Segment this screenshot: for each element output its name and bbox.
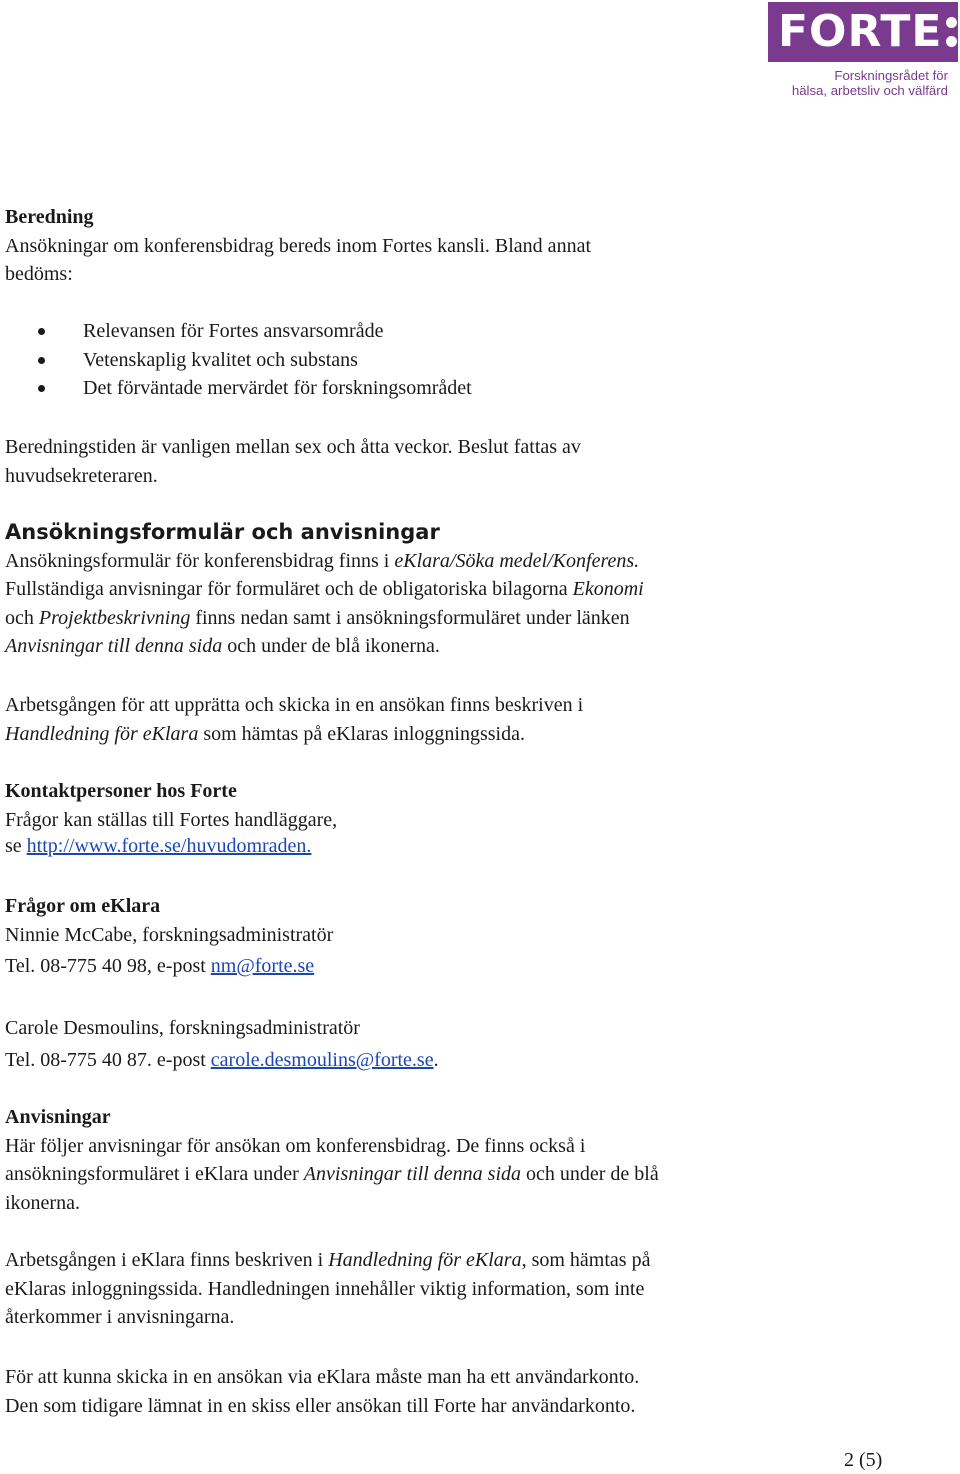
section-heading-formular: Ansökningsformulär och anvisningar <box>5 520 440 544</box>
formular-text: Ansökningsformulär för konferensbidrag finns i <box>5 549 395 572</box>
logo-colon-icon <box>946 17 957 47</box>
contact-tel-line <box>5 1046 439 1075</box>
list-item: Det förväntade mervärdet för forskningsområdet <box>5 374 472 403</box>
anvisningar-line1: Här följer anvisningar för ansökan om konferensbidrag. De finns också i <box>5 1134 586 1157</box>
handledning-term: Handledning för eKlara <box>328 1249 522 1271</box>
formular-workflow <box>5 691 583 748</box>
section-anvisningar <box>5 1103 659 1217</box>
section-heading-kontakt: Kontaktpersoner hos Forte <box>5 780 237 802</box>
beredning-intro-line2: bedöms: <box>5 263 73 286</box>
beredning-time-line1: Beredningstiden är vanligen mellan sex och åtta veckor. Beslut fattas av <box>5 436 581 458</box>
logo-tagline-line1: Forskningsrådet för <box>834 68 948 83</box>
anvisningar-line3: ikonerna. <box>5 1191 80 1214</box>
anvisningar-term: Anvisningar till denna sida <box>303 1163 522 1186</box>
section-heading-eklara: Frågor om eKlara <box>5 895 161 917</box>
section-heading-beredning: Beredning <box>5 206 94 228</box>
anvisningar-line8: Den som tidigare lämnat in en skiss eller ansökan till Forte har användarkonto. <box>5 1394 636 1417</box>
contact-tel-end: . <box>433 1049 439 1071</box>
anvisningar-text: ansökningsformuläret i eKlara under <box>5 1163 304 1186</box>
kontakt-text: se <box>5 835 27 857</box>
section-formular <box>5 518 644 661</box>
email-link-desmoulins[interactable]: carole.desmoulins@forte.se <box>210 1049 434 1071</box>
anvisningar-line6: återkommer i anvisningarna. <box>5 1306 235 1329</box>
formular-line2 <box>5 575 644 604</box>
anvisningar-account <box>5 1363 639 1420</box>
anvisningar-line2 <box>5 1160 659 1189</box>
anvisningar-link-term: Anvisningar till denna sida <box>5 635 223 658</box>
kontakt-link-line <box>5 832 311 861</box>
formular-text: Fullständiga anvisningar för formuläret och de obligatoriska bilagorna <box>5 578 573 601</box>
handledning-term: Handledning för eKlara <box>5 722 199 745</box>
section-heading-anvisningar: Anvisningar <box>5 1106 111 1128</box>
logo-tagline-line2: hälsa, arbetsliv och välfärd <box>791 83 948 98</box>
anvisningar-text: Arbetsgången i eKlara finns beskriven i <box>5 1249 329 1271</box>
logo-wordmark: FORTE <box>778 6 943 57</box>
contact-name-desmoulins-block <box>5 1014 360 1043</box>
kontakt-line2 <box>5 832 311 861</box>
eklara-path: eKlara/Söka medel/Konferens. <box>394 549 640 572</box>
contact-name-desmoulins: Carole Desmoulins, forskningsadministratör <box>5 1017 360 1039</box>
contact-tel-line <box>5 952 314 981</box>
section-kontakt <box>5 777 337 834</box>
page-number: 2 (5) <box>844 1449 883 1471</box>
forte-logo <box>768 2 958 98</box>
logo-tagline <box>768 62 958 98</box>
contact-tel-desmoulins <box>5 1046 439 1075</box>
list-item: Vetenskaplig kvalitet och substans <box>5 346 472 375</box>
contact-tel: Tel. 08-775 40 98, e-post <box>5 955 211 977</box>
anvisningar-text: och under de blå <box>521 1163 659 1186</box>
huvudomraden-link[interactable]: http://www.forte.se/huvudomraden. <box>26 835 312 857</box>
section-beredning <box>5 203 591 289</box>
formular-text: som hämtas på eKlaras inloggningssida. <box>198 722 525 745</box>
formular-line1 <box>5 547 644 576</box>
contact-tel: Tel. 08-775 40 87. e-post <box>5 1049 211 1071</box>
anvisningar-workflow <box>5 1246 650 1332</box>
list-item: Relevansen för Fortes ansvarsområde <box>5 317 472 346</box>
criteria-list <box>5 317 472 403</box>
email-link-mccabe[interactable]: nm@forte.se <box>210 955 315 977</box>
anvisningar-text: , som hämtas på <box>521 1249 651 1271</box>
beredning-time-line2: huvudsekreteraren. <box>5 464 158 487</box>
formular-text: och <box>5 606 39 629</box>
contact-name-mccabe: Ninnie McCabe, forskningsadministratör <box>5 923 334 946</box>
contact-tel-mccabe <box>5 952 314 981</box>
logo-wordmark-box <box>768 2 958 62</box>
projektbeskrivning-term: Projektbeskrivning <box>38 606 191 629</box>
formular-line3 <box>5 604 644 633</box>
formular-line4 <box>5 632 644 661</box>
beredning-time <box>5 433 581 490</box>
formular-text: och under de blå ikonerna. <box>222 635 440 658</box>
section-eklara <box>5 892 333 949</box>
anvisningar-line4 <box>5 1246 650 1275</box>
kontakt-line1: Frågor kan ställas till Fortes handläggare, <box>5 808 338 831</box>
beredning-intro-line1: Ansökningar om konferensbidrag bereds inom Fortes kansli. Bland annat <box>5 234 591 257</box>
formular-line6 <box>5 720 583 749</box>
formular-text: finns nedan samt i ansökningsformuläret under länken <box>190 606 630 629</box>
formular-line5: Arbetsgången för att upprätta och skicka in en ansökan finns beskriven i <box>5 694 584 716</box>
anvisningar-line5: eKlaras inloggningssida. Handledningen innehåller viktig information, som inte <box>5 1277 645 1300</box>
ekonomi-term: Ekonomi <box>572 578 644 601</box>
anvisningar-line7: För att kunna skicka in en ansökan via eKlara måste man ha ett användarkonto. <box>5 1366 640 1388</box>
